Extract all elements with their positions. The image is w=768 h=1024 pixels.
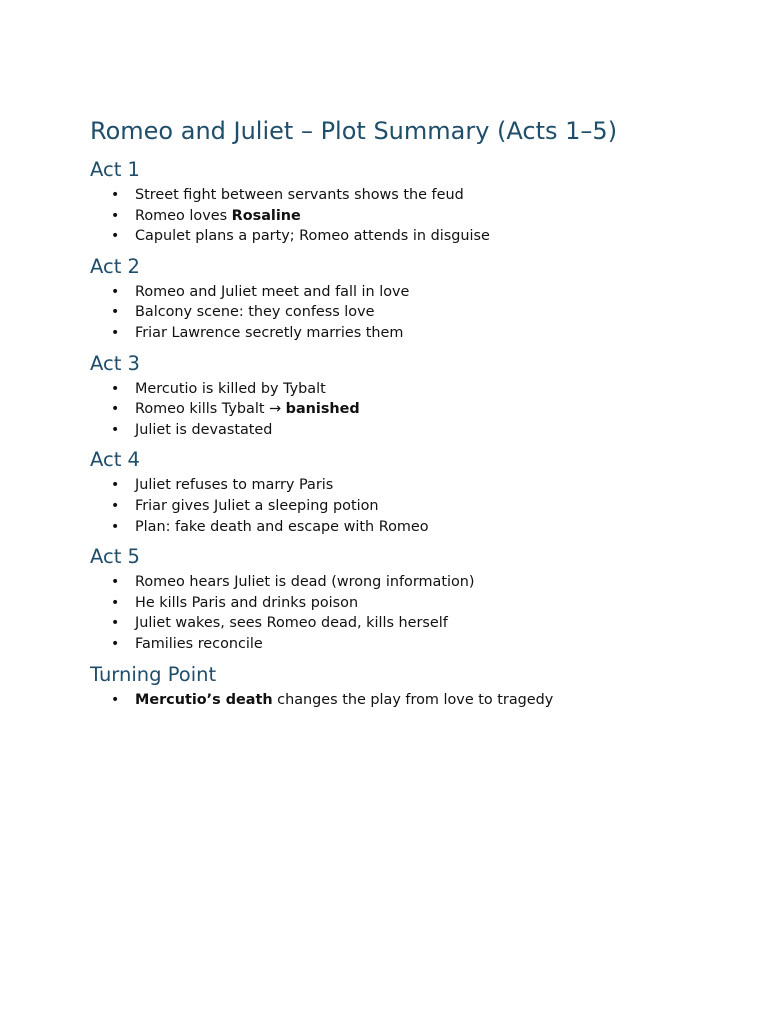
section-heading: Act 2	[90, 254, 140, 278]
list-item: • Romeo kills Tybalt → banished	[90, 399, 730, 420]
bullet-icon: •	[111, 304, 120, 321]
bullet-list	[90, 475, 730, 537]
bullet-icon: •	[111, 477, 120, 494]
section-heading: Act 3	[90, 351, 140, 375]
list-item: • Romeo and Juliet meet and fall in love	[90, 282, 730, 303]
bullet-list	[90, 572, 730, 654]
list-item: • Street fight between servants shows the feud	[90, 185, 730, 206]
list-item: • Balcony scene: they confess love	[90, 302, 730, 323]
bullet-icon: •	[111, 207, 120, 224]
section-act-4	[90, 448, 730, 537]
section-heading: Act 1	[90, 158, 140, 181]
list-item: • Plan: fake death and escape with Romeo	[90, 517, 730, 538]
section-act-5	[90, 545, 730, 654]
bullet-icon: •	[111, 401, 120, 418]
section-heading: Act 4	[90, 448, 140, 472]
section-act-3	[90, 352, 730, 441]
bullet-list	[90, 379, 730, 441]
list-item: • Romeo loves Rosaline	[90, 206, 730, 227]
list-item: • He kills Paris and drinks poison	[90, 593, 730, 614]
list-item: • Friar Lawrence secretly marries them	[90, 323, 730, 344]
list-item: • Romeo hears Juliet is dead (wrong information)	[90, 572, 730, 593]
list-item: • Friar gives Juliet a sleeping potion	[90, 496, 730, 517]
list-item: • Juliet is devastated	[90, 420, 730, 441]
bullet-icon: •	[111, 324, 120, 341]
bullet-icon: •	[111, 228, 120, 245]
list-item: • Juliet wakes, sees Romeo dead, kills herself	[90, 613, 730, 634]
bullet-list	[90, 185, 730, 247]
section-heading: Turning Point	[90, 662, 217, 686]
bullet-icon: •	[111, 421, 120, 438]
bullet-icon: •	[111, 615, 120, 632]
bullet-icon: •	[111, 283, 120, 300]
bullet-icon: •	[111, 691, 120, 708]
bullet-icon: •	[111, 574, 120, 591]
section-heading: Act 5	[90, 545, 140, 569]
bullet-list	[90, 282, 730, 344]
section-turning-point	[90, 663, 730, 711]
document-title: Romeo and Juliet – Plot Summary (Acts 1–5)	[90, 117, 618, 145]
section-act-2	[90, 255, 730, 344]
list-item: • Juliet refuses to marry Paris	[90, 475, 730, 496]
document-page	[90, 112, 730, 718]
list-item: • Mercutio’s death changes the play from love to tragedy	[90, 690, 730, 711]
bullet-icon: •	[111, 380, 120, 397]
bullet-icon: •	[111, 497, 120, 514]
bullet-list	[90, 690, 730, 711]
bullet-icon: •	[111, 518, 120, 535]
bullet-icon: •	[111, 594, 120, 611]
list-item: • Families reconcile	[90, 634, 730, 655]
section-act-1	[90, 158, 730, 247]
list-item: • Mercutio is killed by Tybalt	[90, 379, 730, 400]
bullet-icon: •	[111, 187, 120, 203]
list-item: • Capulet plans a party; Romeo attends in disguise	[90, 226, 730, 247]
bullet-icon: •	[111, 635, 120, 652]
